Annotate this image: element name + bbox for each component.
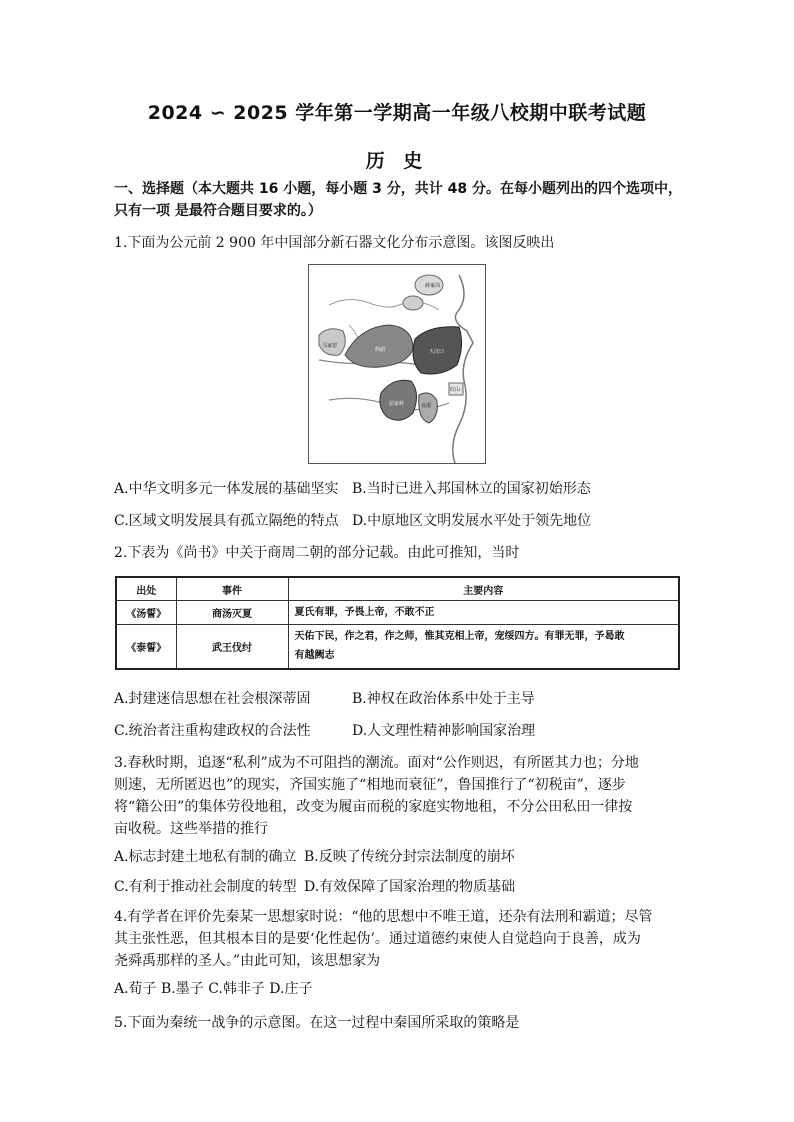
shangshu-table <box>115 576 680 670</box>
table-header-content: 主要内容 <box>288 577 679 601</box>
label-liangzhu: 良渚 <box>421 403 432 409</box>
q2-option-b: B.神权在政治体系中处于主导 <box>352 691 535 707</box>
map-figure <box>309 265 485 463</box>
neolithic-culture-map <box>308 264 486 464</box>
question-3-line2: 则速，无所匿迟也”的现实，齐国实施了“相地而衰征”，鲁国推行了“初税亩”，逐步 <box>114 777 626 793</box>
label-dawenkou: 大汶口 <box>429 349 445 355</box>
q1-option-d: D.中原地区文明发展水平处于领先地位 <box>352 513 592 529</box>
table-cell-event: 武王伐纣 <box>176 625 288 669</box>
question-4-line1: 4.有学者在评价先秦某一思想家时说：“他的思想中不唯王道，还杂有法刑和霸道；尽管 <box>114 909 653 925</box>
label-yangshao: 仰韶 <box>375 347 386 353</box>
table-cell-event: 商汤灭夏 <box>176 601 288 625</box>
table-row <box>116 601 679 625</box>
q2-option-a: A.封建迷信思想在社会根深蒂固 <box>114 691 311 707</box>
q1-option-b: B.当时已进入邦国林立的国家初始形态 <box>352 481 591 497</box>
question-4-line2: 其主张性恶，但其根本目的是要‘化性起伪’。通过道德约束使人自觉趋向于良善，成为 <box>114 931 641 947</box>
table-header-event: 事件 <box>176 577 288 601</box>
q3-option-a: A.标志封建土地私有制的确立 <box>114 849 297 865</box>
label-xuejiagang: 红山 <box>450 387 461 393</box>
question-2-stem: 2.下表为《尚书》中关于商周二朝的部分记载。由此可推知，当时 <box>114 545 520 561</box>
section-heading-line2: 只有一项 是最符合题目要求的。） <box>114 203 322 219</box>
table-row <box>116 625 679 669</box>
table-header-row <box>116 577 679 601</box>
question-4-line3: 尧舜禹那样的圣人。”由此可知，该思想家为 <box>114 953 381 969</box>
exam-title: 2024 ∽ 2025 学年第一学期高一年级八校期中联考试题 <box>147 102 647 124</box>
q3-option-c: C.有利于推动社会制度的转型 <box>114 879 297 895</box>
table-header-source: 出处 <box>116 577 176 601</box>
table-cell-source: 《汤誓》 <box>116 601 176 625</box>
question-3-line1: 3.春秋时期，追逐“私利”成为不可阻挡的潮流。面对“公作则迟，有所匿其力也；分地 <box>114 755 639 771</box>
label-qujialing: 屈家岭 <box>389 401 405 407</box>
table-cell-content-line1: 天佑下民，作之君，作之师，惟其克相上帝，宠绥四方。有罪无罪，予曷敢 <box>294 631 625 643</box>
q2-option-d: D.人文理性精神影响国家治理 <box>352 723 536 739</box>
region-small-north <box>403 296 423 310</box>
question-1-stem: 1.下面为公元前 2 900 年中国部分新石器文化分布示意图。该图反映出 <box>114 235 555 251</box>
label-hongshan: 薛家岗 <box>425 283 441 289</box>
q4-options: A.荀子 B.墨子 C.韩非子 D.庄子 <box>114 981 313 997</box>
q3-option-d: D.有效保障了国家治理的物质基础 <box>304 879 516 895</box>
q3-option-b: B.反映了传统分封宗法制度的崩坏 <box>304 849 515 865</box>
table-cell-content-line2: 有越阙志 <box>294 650 335 662</box>
section-heading-line1: 一、选择题（本大题共 16 小题，每小题 3 分，共计 48 分。在每小题列出的四个选项中， <box>114 181 682 197</box>
subject-title: 历 史 <box>365 150 429 172</box>
table-cell-content <box>288 625 679 669</box>
q1-option-a: A.中华文明多元一体发展的基础坚实 <box>114 481 339 497</box>
q2-option-c: C.统治者注重构建政权的合法性 <box>114 723 311 739</box>
table-cell-source: 《泰誓》 <box>116 625 176 669</box>
q1-option-c: C.区域文明发展具有孤立隔绝的特点 <box>114 513 339 529</box>
question-3-line3: 将“籍公田”的集体劳役地租，改变为履亩而税的家庭实物地租，不分公田私田一律按 <box>114 799 633 815</box>
question-3-line4: 亩收税。这些举措的推行 <box>114 821 268 837</box>
table-cell-content: 夏氏有罪，予畏上帝，不敢不正 <box>288 601 679 625</box>
label-majiayao: 马家窑 <box>322 343 338 349</box>
question-5-stem: 5.下面为秦统一战争的示意图。在这一过程中秦国所采取的策略是 <box>114 1015 520 1031</box>
